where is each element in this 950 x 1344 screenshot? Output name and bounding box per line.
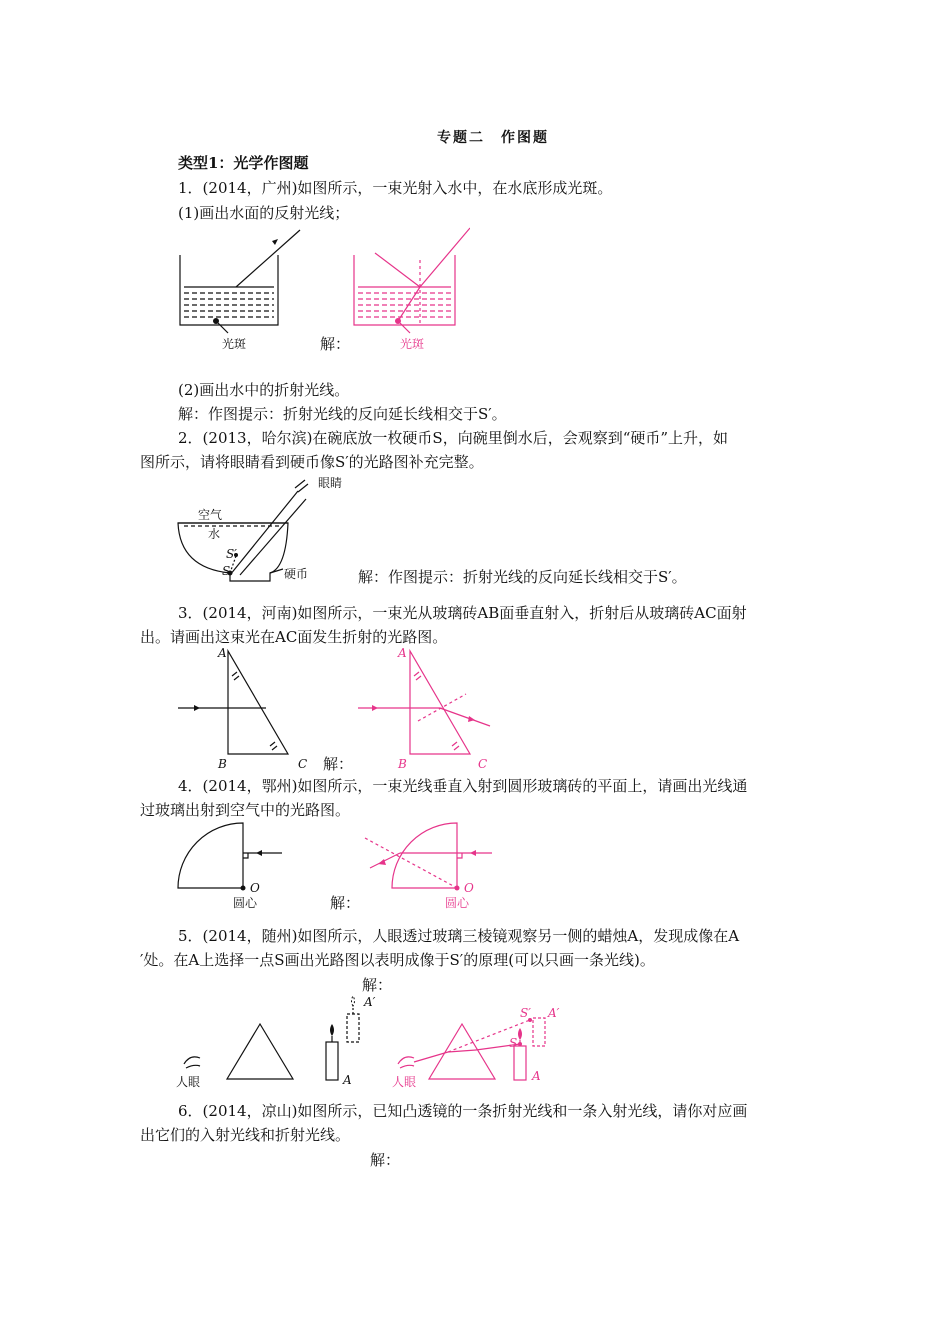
q3-label-b-answer: B bbox=[398, 757, 407, 771]
q1-part1: (1)画出水面的反射光线； bbox=[178, 204, 350, 222]
q2-coin-label: 硬币 bbox=[284, 567, 309, 581]
q2-s-image-label: S′ bbox=[226, 547, 237, 561]
q6-answer-label: 解： bbox=[370, 1151, 401, 1169]
q3-label-c-answer: C bbox=[478, 757, 488, 771]
q4-center-label: 圆心 bbox=[233, 896, 258, 910]
q3-label-c: C bbox=[298, 757, 308, 771]
q2-eye-label: 眼睛 bbox=[318, 476, 343, 490]
q4-text-1: 4．(2014，鄂州)如图所示，一束光线垂直入射到圆形玻璃砖的平面上，请画出光线通 bbox=[178, 777, 748, 795]
q4-text-2: 过玻璃出射到空气中的光路图。 bbox=[140, 801, 351, 819]
q3-figure bbox=[170, 646, 520, 761]
q2-water-label: 水 bbox=[208, 527, 221, 541]
q4-figure bbox=[170, 818, 500, 893]
q3-label-a: A bbox=[218, 646, 227, 660]
q1-answer-label: 解： bbox=[320, 335, 351, 353]
q2-s-label: S bbox=[222, 564, 231, 578]
q5-label-a-image-answer: A′ bbox=[548, 1006, 560, 1020]
q4-answer-label: 解： bbox=[330, 894, 361, 912]
q5-label-s-image: S′ bbox=[520, 1006, 531, 1020]
q1-spot-label: 光斑 bbox=[222, 337, 247, 351]
q5-eye-label-answer: 人眼 bbox=[392, 1075, 417, 1089]
q5-answer-label: 解： bbox=[362, 976, 393, 994]
q2-air-label: 空气 bbox=[198, 508, 223, 522]
q4-label-o: O bbox=[250, 881, 260, 895]
q5-text-2: ′处。在A上选择一点S画出光路图以表明成像于S′的原理(可以只画一条光线)。 bbox=[140, 951, 655, 969]
q3-label-a-answer: A bbox=[398, 646, 407, 660]
q5-label-s: S bbox=[509, 1036, 518, 1050]
q2-text-1: 2．(2013，哈尔滨)在碗底放一枚硬币S，向碗里倒水后，会观察到“硬币”上升，如 bbox=[178, 429, 729, 447]
q4-center-label-answer: 圆心 bbox=[445, 896, 470, 910]
q3-text-2: 出。请画出这束光在AC面发生折射的光路图。 bbox=[140, 628, 448, 646]
q5-label-a: A bbox=[343, 1073, 352, 1087]
q1-text: 1．(2014，广州)如图所示，一束光射入水中，在水底形成光斑。 bbox=[178, 179, 613, 197]
section-heading: 类型1：光学作图题 bbox=[178, 154, 309, 172]
q1-part2: (2)画出水中的折射光线。 bbox=[178, 381, 350, 399]
q6-text-1: 6．(2014，凉山)如图所示，已知凸透镜的一条折射光线和一条入射光线，请你对应画 bbox=[178, 1102, 748, 1120]
q1-hint: 解：作图提示：折射光线的反向延长线相交于S′。 bbox=[178, 405, 507, 423]
q5-label-a-answer: A bbox=[532, 1069, 541, 1083]
page-title: 专题二 作图题 bbox=[437, 130, 549, 146]
q2-hint: 解：作图提示：折射光线的反向延长线相交于S′。 bbox=[358, 568, 687, 586]
q4-label-o-answer: O bbox=[464, 881, 474, 895]
q5-label-a-image: A′ bbox=[364, 995, 376, 1009]
q6-text-2: 出它们的入射光线和折射光线。 bbox=[140, 1126, 351, 1144]
q3-label-b: B bbox=[218, 757, 227, 771]
q5-eye-label: 人眼 bbox=[176, 1075, 201, 1089]
q5-text-1: 5．(2014，随州)如图所示，人眼透过玻璃三棱镜观察另一侧的蜡烛A，发现成像在A bbox=[178, 927, 740, 945]
q2-text-2: 图所示，请将眼睛看到硬币像S′的光路图补充完整。 bbox=[140, 453, 484, 471]
q1-spot-label-answer: 光斑 bbox=[400, 337, 425, 351]
q3-answer-label: 解： bbox=[323, 755, 354, 773]
q3-text-1: 3．(2014，河南)如图所示，一束光从玻璃砖AB面垂直射入，折射后从玻璃砖AC面射 bbox=[178, 604, 747, 622]
